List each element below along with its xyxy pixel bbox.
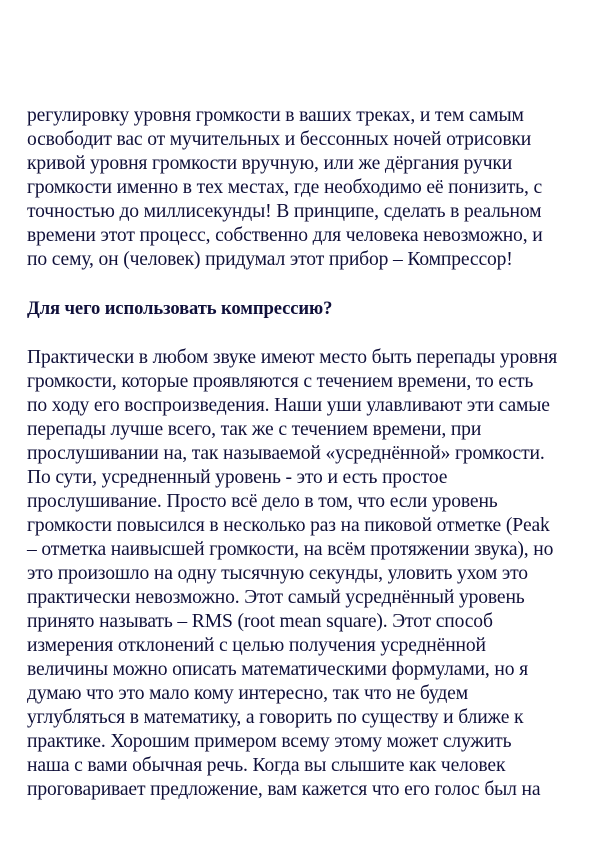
paragraph1-line: времени этот процесс, собственно для человека невозможно, и xyxy=(27,225,543,246)
paragraph1-line: точностью до миллисекунды! В принципе, сделать в реальном xyxy=(27,201,542,222)
paragraph2-line: наша с вами обычная речь. Когда вы слышите как человек xyxy=(27,755,506,776)
paragraph1-line: регулировку уровня громкости в ваших треках, и тем самым xyxy=(27,105,524,126)
paragraph2-line: практически невозможно. Этот самый усреднённый уровень xyxy=(27,587,525,608)
paragraph2-line: прослушивание. Просто всё дело в том, что если уровень xyxy=(27,491,498,512)
paragraph2-line: измерения отклонений с целью получения усреднённой xyxy=(27,635,486,656)
section-heading: Для чего использовать компрессию? xyxy=(27,298,333,319)
paragraph1-line: громкости именно в тех местах, где необходимо её понизить, с xyxy=(27,177,542,198)
paragraph2-line: перепады лучше всего, так же с течением времени, при xyxy=(27,419,482,440)
paragraph2-line: величины можно описать математическими формулами, но я xyxy=(27,659,529,680)
paragraph2-line: углубляться в математику, а говорить по существу и ближе к xyxy=(27,707,524,728)
paragraph2-line: Практически в любом звуке имеют место быть перепады уровня xyxy=(27,347,558,368)
paragraph2-line: по ходу его воспроизведения. Наши уши улавливают эти самые xyxy=(27,395,550,416)
paragraph2-line: – отметка наивысшей громкости, на всём протяжении звука), но xyxy=(27,539,554,560)
paragraph2-line: прослушивании на, так называемой «усреднённой» громкости. xyxy=(27,443,545,464)
paragraph1-line: кривой уровня громкости вручную, или же дёргания ручки xyxy=(27,153,513,174)
paragraph2-line: это произошло на одну тысячную секунды, уловить ухом это xyxy=(27,563,528,584)
paragraph1-line: освободит вас от мучительных и бессонных ночей отрисовки xyxy=(27,129,532,150)
paragraph2-line: думаю что это мало кому интересно, так что не будем xyxy=(27,683,468,704)
paragraph2-line: принято называть – RMS (root mean square). Этот способ xyxy=(27,611,493,632)
paragraph2-line: громкости, которые проявляются с течением времени, то есть xyxy=(27,371,534,392)
paragraph2-line: По сути, усредненный уровень - это и есть простое xyxy=(27,467,448,488)
paragraph1-line: по сему, он (человек) придумал этот прибор – Компрессор! xyxy=(27,249,513,270)
paragraph2-line: проговаривает предложение, вам кажется что его голос был на xyxy=(27,779,541,800)
paragraph2-line: громкости повысился в несколько раз на пиковой отметке (Peak xyxy=(27,515,550,536)
paragraph2-line: практике. Хорошим примером всему этому может служить xyxy=(27,731,512,752)
